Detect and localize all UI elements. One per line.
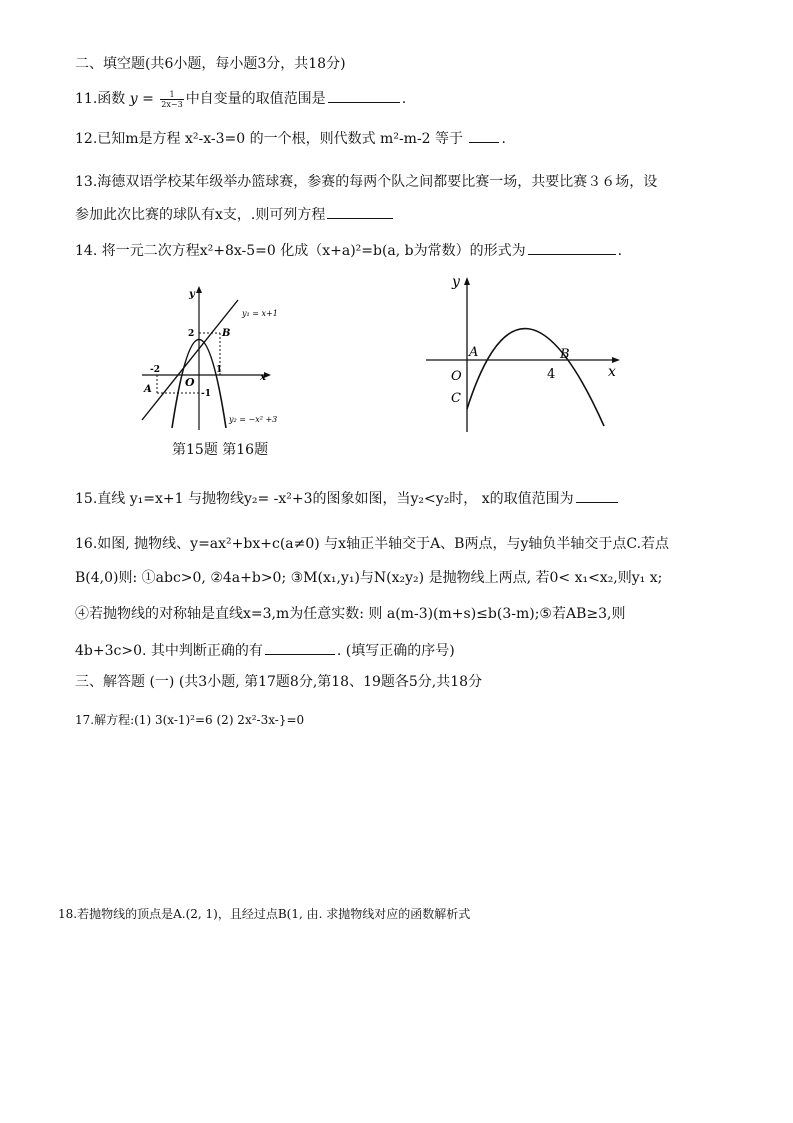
fig16-y-arrow: [464, 277, 470, 285]
fig15-tick-1: 1: [216, 365, 223, 375]
q14-answer-blank[interactable]: [528, 240, 616, 255]
q16-line4-text: 4b+3c>0. 其中判断正确的有: [75, 643, 263, 659]
question-16-line-1: 16.如图, 抛物线、y=ax²+bx+c(a≠0) 与x轴正半轴交于A、B两点，与y轴负半轴交于点C.若点: [75, 536, 670, 552]
fig15-o-label: O: [185, 376, 195, 389]
figure-16: [424, 270, 624, 435]
fig15-y2-label: y₂ = −x² +3: [229, 415, 278, 424]
q12-text: 12.已知m是方程 x²-x-3=0 的一个根，则代数式 m²-m-2 等于: [75, 131, 468, 147]
q11-prefix: 11.函数: [75, 91, 130, 107]
section-2-title: 二、填空题(共6小题，每小题3分，共18分): [75, 56, 346, 72]
q12-end: .: [501, 131, 506, 147]
fig15-tick-neg2: -2: [150, 365, 160, 375]
q13-answer-blank[interactable]: [327, 204, 393, 219]
q11-eq: =: [137, 91, 159, 107]
q15-text: 15.直线 y₁=x+1 与抛物线y₂= -x²+3的图象如图，当y₂<y₂时， x的取值范围为: [75, 491, 574, 507]
question-13-line-1: 13.海德双语学校某年级举办篮球赛，参赛的每两个队之间都要比赛一场，共要比赛３６场，设: [75, 174, 658, 190]
q13-line2-text: 参加此次比赛的球队有x支，.则可列方程: [75, 207, 326, 223]
fig15-tick-2: 2: [188, 329, 195, 339]
fig15-a-label: A: [144, 384, 152, 395]
question-13-line-2: [75, 204, 395, 225]
fig15-line: [142, 300, 238, 420]
fig16-parabola: [467, 329, 604, 426]
question-14: [75, 240, 622, 261]
q15-answer-blank[interactable]: [576, 488, 618, 503]
q11-suffix: 中自变量的取值范围是: [185, 91, 326, 107]
fig16-c-label: C: [451, 391, 461, 406]
section-3-title: 三、解答题 (一) (共3小题, 第17题8分,第18、19题各5分,共18分: [75, 674, 483, 690]
fig15-tick-neg1: -1: [201, 389, 211, 399]
q11-frac-num: 1: [160, 90, 183, 100]
fig15-b-label: B: [222, 328, 231, 339]
question-12: [75, 128, 506, 149]
q11-answer-blank[interactable]: [328, 88, 400, 103]
question-11: [75, 88, 406, 109]
fig15-y-arrow: [196, 286, 202, 293]
q11-frac-den: 2x−3: [161, 99, 183, 109]
q16-line4-end: . (填写正确的序号): [336, 643, 455, 659]
question-17: 17.解方程:(1) 3(x-1)²=6 (2) 2x²-3x-}=0: [75, 713, 305, 727]
q11-end: .: [401, 91, 407, 107]
fig16-o-label: O: [451, 369, 462, 384]
q11-y: y: [129, 91, 138, 107]
figure-caption: 第15题 第16题: [172, 442, 269, 458]
fig15-y1-label: y₁ = x+1: [242, 309, 278, 318]
question-16-line-2: B(4,0)则: ①abc>0, ②4a+b>0; ③M(x₁,y₁)与N(x₂y₂) 是抛物线上两点, 若0< x₁<x₂,则y₁ x;: [75, 570, 663, 586]
fig16-b-label: B: [560, 347, 570, 362]
fig16-x-label: x: [608, 364, 616, 380]
fig16-tick-4: 4: [547, 367, 556, 382]
q16-answer-blank[interactable]: [265, 640, 335, 655]
question-16-line-4: [75, 640, 455, 661]
q14-text: 14. 将一元二次方程x²+8x-5=0 化成（x+a)²=b(a, b为常数）的形式为: [75, 243, 526, 259]
fig15-x-label: x: [260, 372, 266, 383]
fig16-a-label: A: [469, 345, 479, 360]
question-16-line-3: ④若抛物线的对称轴是直线x=3,m为任意实数: 则 a(m-3)(m+s)≤b(3-m);⑤若AB≥3,则: [75, 606, 626, 622]
question-18: 18.若抛物线的顶点是A.(2, 1)，且经过点B(1, 由. 求抛物线对应的函数解析式: [58, 907, 471, 921]
question-15: [75, 488, 620, 509]
q14-end: .: [617, 243, 623, 259]
fig16-y-label: y: [452, 274, 460, 290]
fig16-x-arrow: [612, 357, 620, 363]
q12-answer-blank[interactable]: [469, 128, 499, 143]
figure-15: [138, 282, 278, 432]
fig15-y-label: y: [189, 289, 195, 300]
q11-fraction: [160, 90, 183, 109]
